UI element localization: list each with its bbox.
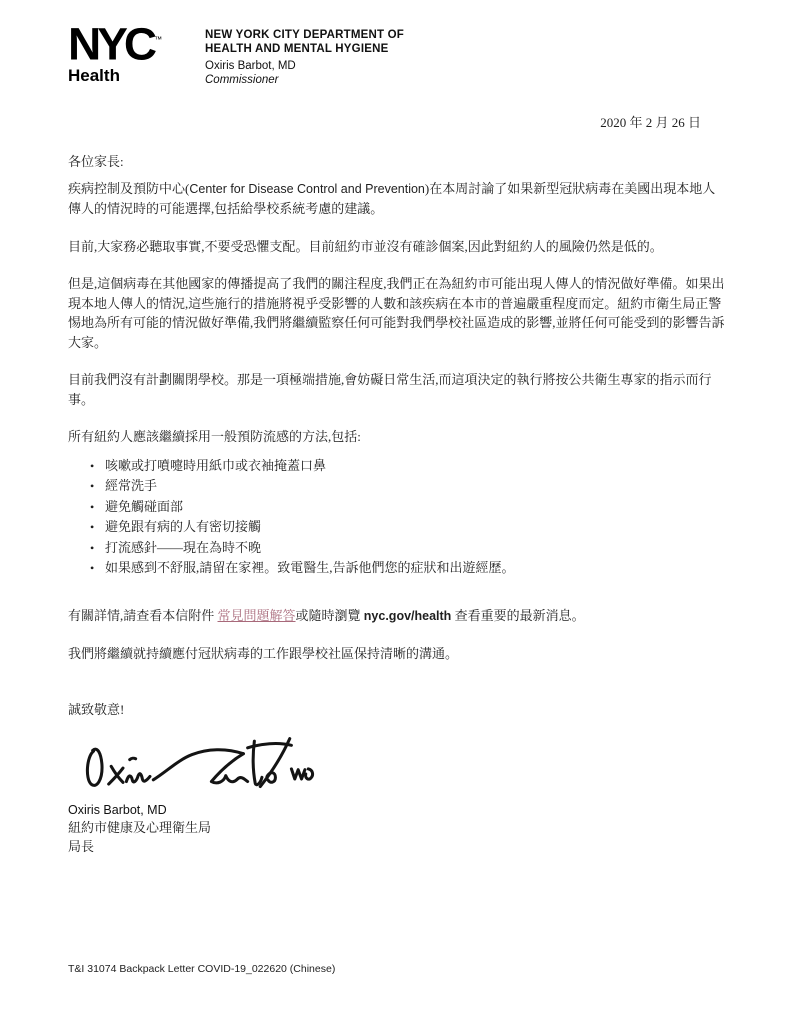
closing: 誠致敬意! bbox=[68, 701, 125, 717]
signer-title: 局長 bbox=[68, 838, 95, 854]
commissioner-name: Oxiris Barbot, MD bbox=[205, 60, 296, 72]
paragraph-preparedness: 但是,這個病毒在其他國家的傳播提高了我們的關注程度,我們正在為紐約市可能出現人傳人的情況做好準備。如果出現本地人傳人的情況,這些施行的措施將視乎受影響的人數和該疾病在本市的普遍嚴重程度而定。紐約市衛生局正警惕地為所有可能的情況做好準備,我們將繼續監察任何可能對我們學校社區造成的影響,並將任何可能受到的影響告訴大家。 bbox=[68, 276, 725, 350]
logo-health-text: Health bbox=[68, 66, 120, 85]
list-item: • 避免觸碰面部 bbox=[105, 497, 726, 518]
handwritten-signature bbox=[64, 731, 342, 795]
dept-name-line2: HEALTH AND MENTAL HYGIENE bbox=[205, 43, 389, 55]
paragraph-text: 查看重要的最新消息。 bbox=[451, 607, 585, 623]
list-item: • 避免跟有病的人有密切接觸 bbox=[105, 517, 726, 538]
faq-attachment-link[interactable]: 常見問題解答 bbox=[217, 607, 296, 623]
list-item: • 咳嗽或打噴嚏時用紙巾或衣袖掩蓋口鼻 bbox=[105, 456, 726, 477]
commissioner-title: Commissioner bbox=[205, 74, 279, 86]
salutation: 各位家長: bbox=[68, 154, 124, 169]
paragraph-text: 有關詳情,請查看本信附件 bbox=[68, 607, 218, 623]
paragraph-text: )在本周討論了如果新型冠狀病毒在美國出現本地人傳人的情況時的可能選擇,包括給學校系統考慮的建議。 bbox=[68, 180, 716, 216]
precaution-list bbox=[68, 447, 726, 579]
paragraph-details bbox=[68, 606, 726, 627]
letter-body bbox=[68, 152, 726, 856]
paragraph-precautions-intro: 所有紐約人應該繼續採用一般預防流感的方法,包括: bbox=[68, 429, 361, 444]
paragraph-text: 或隨時瀏覽 bbox=[295, 607, 364, 623]
signer-organization: 紐約市健康及心理衛生局 bbox=[68, 820, 212, 835]
dept-name-line1: NEW YORK CITY DEPARTMENT OF bbox=[205, 29, 404, 41]
health-website-url: nyc.gov/health bbox=[363, 608, 452, 623]
list-item: • 經常洗手 bbox=[105, 476, 726, 497]
list-item: • 打流感針——現在為時不晚 bbox=[105, 538, 726, 559]
paragraph-schools: 目前我們沒有計劃關閉學校。那是一項極端措施,會妨礙日常生活,而這項決定的執行將按公共衛生專家的指示而行事。 bbox=[68, 372, 712, 407]
cdc-english-name: Center for Disease Control and Prevention bbox=[189, 181, 425, 196]
logo-nyc-text: NYC bbox=[68, 18, 154, 70]
signer-name: Oxiris Barbot, MD bbox=[68, 803, 167, 817]
paragraph-text: 疾病控制及預防中心( bbox=[68, 180, 190, 196]
paragraph-communication: 我們將繼續就持續應付冠狀病毒的工作跟學校社區保持清晰的溝通。 bbox=[68, 646, 459, 661]
letter-date: 2020 年 2 月 26 日 bbox=[600, 115, 701, 130]
nyc-health-logo bbox=[68, 18, 198, 86]
document-footer: T&I 31074 Backpack Letter COVID-19_022620 (Chinese) bbox=[68, 963, 336, 975]
department-block bbox=[205, 28, 525, 87]
paragraph-facts: 目前,大家務必聽取事實,不要受恐懼支配。目前紐約市並沒有確診個案,因此對紐約人的風險仍然是低的。 bbox=[68, 238, 663, 254]
paragraph-cdc bbox=[68, 179, 726, 219]
list-item: • 如果感到不舒服,請留在家裡。致電醫生,告訴他們您的症狀和出遊經歷。 bbox=[105, 558, 726, 579]
trademark-symbol: ™ bbox=[154, 35, 163, 44]
